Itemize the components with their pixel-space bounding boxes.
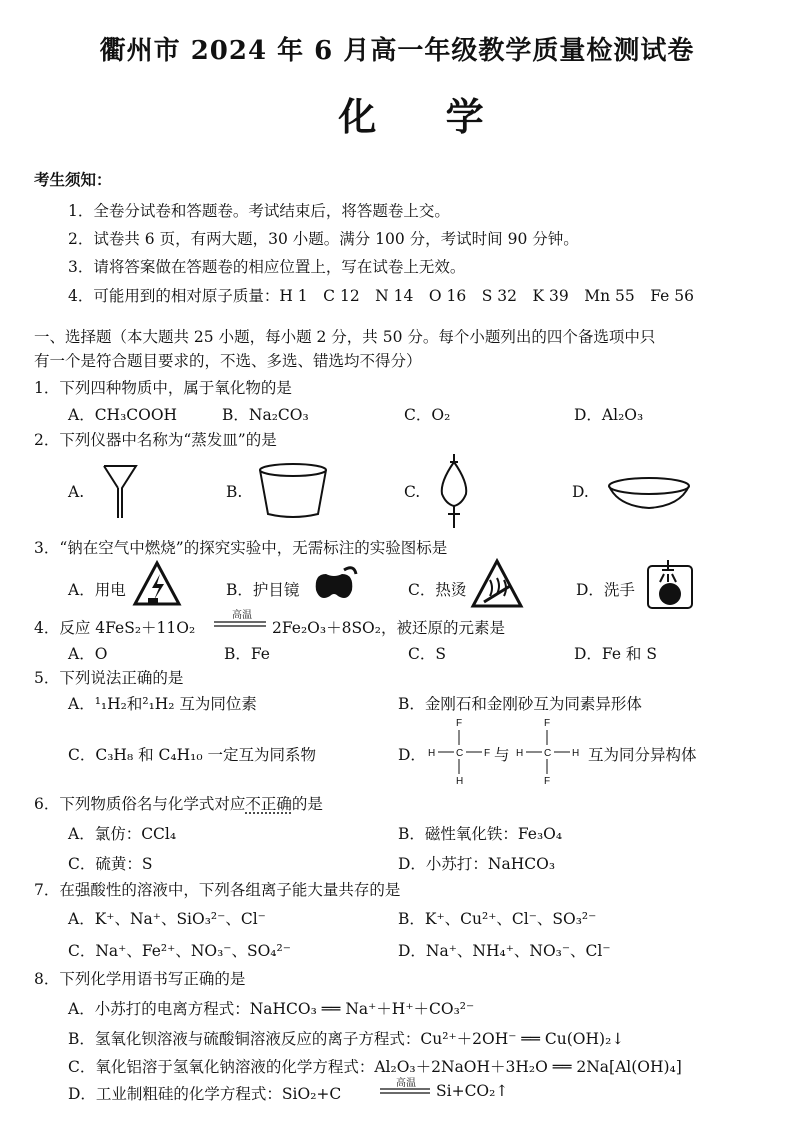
q6-stem-post: 的是 [291,795,323,813]
section-heading-line1: 一、选择题（本大题共 25 小题，每小题 2 分，共 50 分。每个小题列出的四个备选项中只 [34,328,656,346]
q4-option-c: C．S [408,645,446,663]
q6-stem [34,792,323,814]
subject-title: 化 学 [338,94,512,139]
section-heading-line2: 有一个是符合题目要求的，不选、多选、错选均不得分） [34,352,422,370]
q2-option-c: C. [404,483,421,501]
svg-text:H: H [516,748,524,759]
q4-stem-pre: 4．反应 4FeS₂＋11O₂ [34,619,196,637]
q6-option-b: B．磁性氧化铁：Fe₃O₄ [398,825,563,843]
q8-condition: 高温 [396,1078,416,1089]
svg-text:F: F [544,718,551,729]
svg-text:H: H [456,776,464,787]
q5-option-d-label: D． [398,746,426,764]
notice-item-3: 3．请将答案做在答题卷的相应位置上，写在试卷上无效。 [68,258,466,276]
q2-option-d: D. [572,483,589,501]
notice-item-1: 1．全卷分试卷和答题卷。考试结束后，将答题卷上交。 [68,202,450,220]
q3-option-c: C．热烫 [408,581,467,599]
q5-option-b: B．金刚石和金刚砂互为同素异形体 [398,695,642,713]
q6-option-a: A．氯仿：CCl₄ [68,825,177,843]
q3-stem: 3．“钠在空气中燃烧”的探究实验中，无需标注的实验图标是 [34,539,448,557]
q1-stem: 1．下列四种物质中，属于氧化物的是 [34,379,292,397]
q7-stem: 7．在强酸性的溶液中，下列各组离子能大量共存的是 [34,881,401,899]
notice-heading: 考生须知： [34,170,112,189]
separatory-funnel-icon [436,452,472,532]
funnel-icon [100,462,140,522]
q5-option-a: A．¹₁H₂和²₁H₂ 互为同位素 [68,695,257,713]
q6-stem-emphasis: 不正确 [245,795,292,813]
svg-text:F: F [544,776,551,787]
q4-stem-post: 2Fe₂O₃＋8SO₂，被还原的元素是 [272,619,505,637]
svg-text:H: H [572,748,580,759]
svg-text:C: C [456,748,464,759]
q8-option-b: B．氢氧化钡溶液与硫酸铜溶液反应的离子方程式：Cu²⁺＋2OH⁻ ══ Cu(OH)₂↓ [68,1030,625,1048]
q7-option-d: D．Na⁺、NH₄⁺、NO₃⁻、Cl⁻ [398,942,611,960]
q4-option-d: D．Fe 和 S [574,645,657,663]
q1-option-c: C．O₂ [404,406,451,424]
hand-washing-icon [646,558,694,610]
q2-option-a: A. [68,483,85,501]
notice-item-2: 2．试卷共 6 页，有两大题，30 小题。满分 100 分，考试时间 90 分钟。 [68,230,579,248]
q1-option-d: D．Al₂O₃ [574,406,644,424]
q7-option-b: B．K⁺、Cu²⁺、Cl⁻、SO₃²⁻ [398,910,597,928]
q8-reaction-arrow [380,1087,430,1095]
q5-stem: 5．下列说法正确的是 [34,669,184,687]
q6-stem-pre: 6．下列物质俗名与化学式对应 [34,795,246,813]
hot-surface-icon [470,558,524,612]
q4-option-a: A．O [68,645,108,663]
q4-condition: 高温 [232,610,252,621]
q7-option-c: C．Na⁺、Fe²⁺、NO₃⁻、SO₄²⁻ [68,942,291,960]
q5-option-d-mid: 与 [494,746,510,764]
q3-option-d: D．洗手 [576,581,635,599]
q6-option-d: D．小苏打：NaHCO₃ [398,855,556,873]
q4-option-b: B．Fe [224,645,270,663]
goggles-icon [310,560,358,608]
crucible-icon [255,462,331,522]
q6-option-c: C．硫黄：S [68,855,153,873]
svg-text:F: F [456,718,463,729]
q7-option-a: A．K⁺、Na⁺、SiO₃²⁻、Cl⁻ [68,910,266,928]
q8-option-d-post: Si+CO₂↑ [436,1082,509,1100]
q8-option-a: A．小苏打的电离方程式：NaHCO₃ ══ Na⁺＋H⁺＋CO₃²⁻ [68,1000,475,1018]
q8-option-c: C．氧化铝溶于氢氧化钠溶液的化学方程式：Al₂O₃＋2NaOH＋3H₂O ══ 2Na[Al(OH)₄] [68,1058,682,1076]
q8-option-d-pre: D．工业制粗硅的化学方程式：SiO₂+C [68,1085,342,1103]
q1-option-b: B．Na₂CO₃ [222,406,309,424]
q5-option-d-post: 互为同分异构体 [588,746,697,764]
svg-text:F: F [484,748,491,759]
notice-item-4: 4．可能用到的相对原子质量：H 1 C 12 N 14 O 16 S 32 K 39 Mn 55 Fe 56 [68,287,694,305]
svg-text:H: H [428,748,436,759]
q3-option-a: A．用电 [68,581,126,599]
q2-option-b: B. [226,483,243,501]
evaporating-dish-icon [606,476,692,512]
q8-stem: 8．下列化学用语书写正确的是 [34,970,246,988]
electricity-warning-icon [132,560,182,610]
svg-text:C: C [544,748,552,759]
q5-option-c: C．C₃H₈ 和 C₄H₁₀ 一定互为同系物 [68,746,316,764]
q4-reaction-arrow [214,620,266,628]
paper-title: 衢州市 2024 年 6 月高一年级教学质量检测试卷 [99,36,695,66]
q3-option-b: B．护目镜 [226,581,300,599]
q2-stem: 2．下列仪器中名称为“蒸发皿”的是 [34,431,277,449]
q1-option-a: A．CH₃COOH [68,406,178,424]
